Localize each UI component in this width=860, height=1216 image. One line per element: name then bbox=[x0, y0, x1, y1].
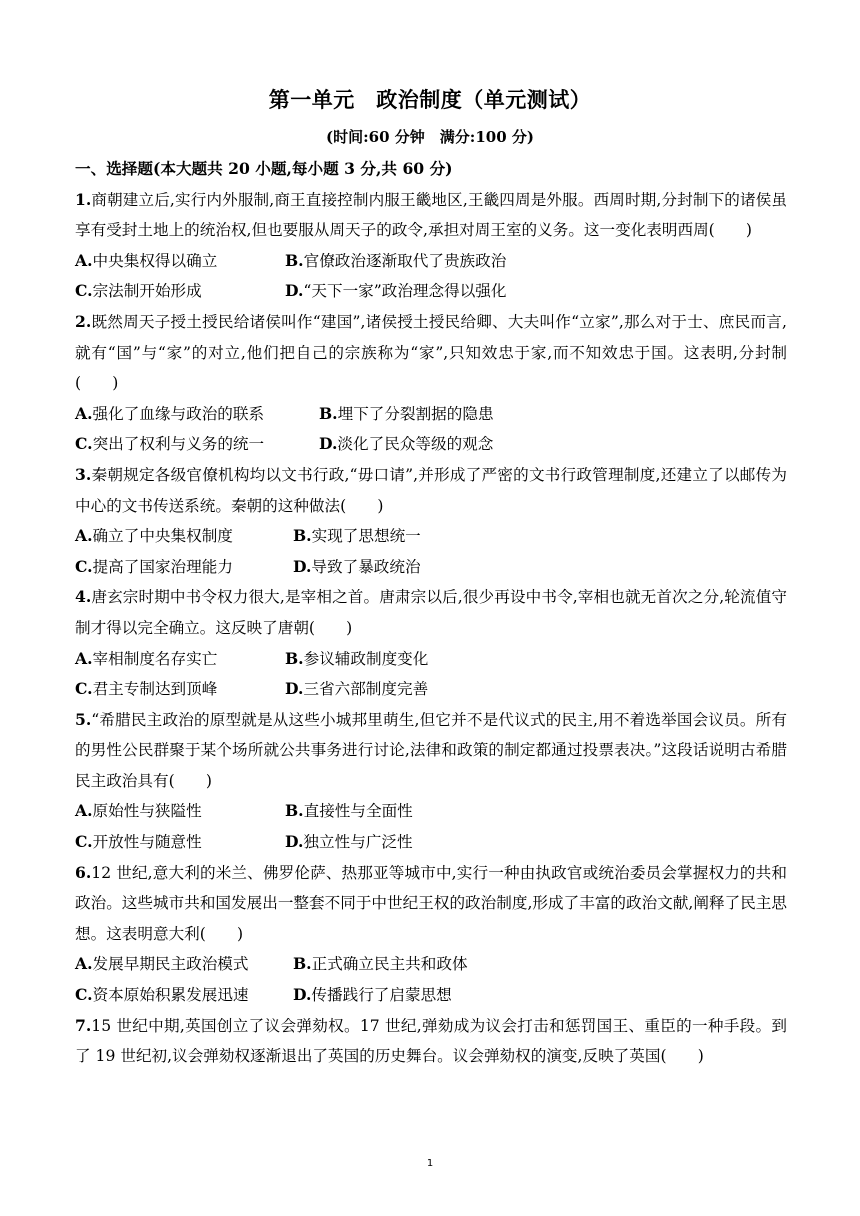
question-number: 1. bbox=[75, 189, 92, 209]
option-a[interactable]: A.宰相制度名存实亡 bbox=[75, 648, 218, 668]
option-d[interactable]: D.“天下一家”政治理念得以强化 bbox=[285, 281, 507, 301]
question-text: 商朝建立后,实行内外服制,商王直接控制内服王畿地区,王畿四周是外服。西周时期,分封制下的诸侯虽享有受封土地上的统治权,但也要服从周天子的政令,承担对周王室的义务。这一变化表明西周( ) bbox=[75, 190, 787, 240]
question-number: 2. bbox=[75, 311, 92, 331]
question-5 bbox=[75, 705, 787, 858]
option-row bbox=[75, 674, 787, 705]
option-b[interactable]: B.埋下了分裂割据的隐患 bbox=[319, 403, 494, 423]
question-stem bbox=[75, 582, 787, 643]
exam-content bbox=[75, 154, 787, 1072]
option-b[interactable]: B.官僚政治逐渐取代了贵族政治 bbox=[285, 250, 507, 270]
question-text: 唐玄宗时期中书令权力很大,是宰相之首。唐肃宗以后,很少再设中书令,宰相也就无首次之分,轮流值守制才得以完全确立。这反映了唐朝( ) bbox=[75, 588, 787, 637]
option-c[interactable]: C.资本原始积累发展迅速 bbox=[75, 985, 249, 1005]
question-text: 既然周天子授土授民给诸侯叫作“建国”,诸侯授土授民给卿、大夫叫作“立家”,那么对于士、庶民而言,就有“国”与“家”的对立,他们把自己的宗族称为“家”,只知效忠于家,而不知效忠于国。这表明,分封制( ) bbox=[75, 312, 787, 393]
question-number: 7. bbox=[75, 1015, 92, 1035]
option-c[interactable]: C.宗法制开始形成 bbox=[75, 281, 202, 301]
option-d[interactable]: D.导致了暴政统治 bbox=[293, 556, 421, 576]
question-text: “希腊民主政治的原型就是从这些小城邦里萌生,但它并不是代议式的民主,用不着选举国会议员。所有的男性公民群聚于某个场所就公共事务进行讨论,法律和政策的制定都通过投票表决。”这段话说明古希腊民主政治具有( ) bbox=[75, 710, 787, 790]
section-detail: (本大题共 20 小题,每小题 3 分,共 60 分) bbox=[152, 159, 453, 178]
exam-time-score: (时间:60 分钟 满分:100 分) bbox=[326, 128, 534, 146]
option-d[interactable]: D.淡化了民众等级的观念 bbox=[319, 434, 494, 454]
option-c[interactable]: C.突出了权利与义务的统一 bbox=[75, 434, 265, 454]
question-stem bbox=[75, 185, 787, 246]
option-d[interactable]: D.独立性与广泛性 bbox=[285, 832, 413, 852]
option-row bbox=[75, 399, 787, 430]
option-c[interactable]: C.君主专制达到顶峰 bbox=[75, 679, 218, 699]
option-d[interactable]: D.传播践行了启蒙思想 bbox=[293, 985, 452, 1005]
section-heading bbox=[75, 154, 787, 185]
option-d[interactable]: D.三省六部制度完善 bbox=[285, 679, 429, 699]
question-7 bbox=[75, 1011, 787, 1072]
question-2 bbox=[75, 307, 787, 460]
option-row bbox=[75, 276, 787, 307]
question-number: 4. bbox=[75, 587, 92, 607]
option-b[interactable]: B.参议辅政制度变化 bbox=[285, 648, 429, 668]
option-c[interactable]: C.开放性与随意性 bbox=[75, 832, 202, 852]
question-stem bbox=[75, 307, 787, 399]
option-b[interactable]: B.实现了思想统一 bbox=[293, 526, 421, 546]
question-4 bbox=[75, 582, 787, 704]
question-6 bbox=[75, 858, 787, 1011]
option-row bbox=[75, 521, 787, 552]
question-stem bbox=[75, 705, 787, 797]
option-row bbox=[75, 644, 787, 675]
question-text: 15 世纪中期,英国创立了议会弹劾权。17 世纪,弹劾成为议会打击和惩罚国王、重臣的一种手段。到了 19 世纪初,议会弹劾权逐渐退出了英国的历史舞台。议会弹劾权的演变,反映了英国( ) bbox=[75, 1016, 787, 1066]
option-c[interactable]: C.提高了国家治理能力 bbox=[75, 556, 233, 576]
question-number: 3. bbox=[75, 464, 92, 484]
option-a[interactable]: A.强化了血缘与政治的联系 bbox=[75, 403, 265, 423]
option-row bbox=[75, 980, 787, 1011]
option-a[interactable]: A.确立了中央集权制度 bbox=[75, 526, 233, 546]
question-3 bbox=[75, 460, 787, 582]
option-b[interactable]: B.直接性与全面性 bbox=[285, 801, 413, 821]
option-row bbox=[75, 827, 787, 858]
question-text: 秦朝规定各级官僚机构均以文书行政,“毋口请”,并形成了严密的文书行政管理制度,还建立了以邮传为中心的文书传送系统。秦朝的这种做法( ) bbox=[75, 465, 787, 515]
option-b[interactable]: B.正式确立民主共和政体 bbox=[293, 954, 468, 974]
question-number: 6. bbox=[75, 862, 92, 882]
question-text: 12 世纪,意大利的米兰、佛罗伦萨、热那亚等城市中,实行一种由执政官或统治委员会掌握权力的共和政治。这些城市共和国发展出一整套不同于中世纪王权的政治制度,形成了丰富的政治文献,阐释了民主思想。这表明意大利( ) bbox=[75, 863, 787, 943]
question-1 bbox=[75, 185, 787, 307]
option-row bbox=[75, 429, 787, 460]
option-row bbox=[75, 796, 787, 827]
question-stem bbox=[75, 460, 787, 521]
option-row bbox=[75, 949, 787, 980]
question-stem bbox=[75, 1011, 787, 1072]
option-row bbox=[75, 246, 787, 277]
question-stem bbox=[75, 858, 787, 950]
section-label: 一、选择题 bbox=[75, 160, 153, 178]
option-a[interactable]: A.中央集权得以确立 bbox=[75, 250, 218, 270]
question-number: 5. bbox=[75, 709, 92, 729]
option-a[interactable]: A.发展早期民主政治模式 bbox=[75, 954, 249, 974]
option-a[interactable]: A.原始性与狭隘性 bbox=[75, 801, 202, 821]
page-number: 1 bbox=[426, 1158, 434, 1169]
page-title: 第一单元 政治制度（单元测试） bbox=[268, 88, 592, 112]
option-row bbox=[75, 552, 787, 583]
